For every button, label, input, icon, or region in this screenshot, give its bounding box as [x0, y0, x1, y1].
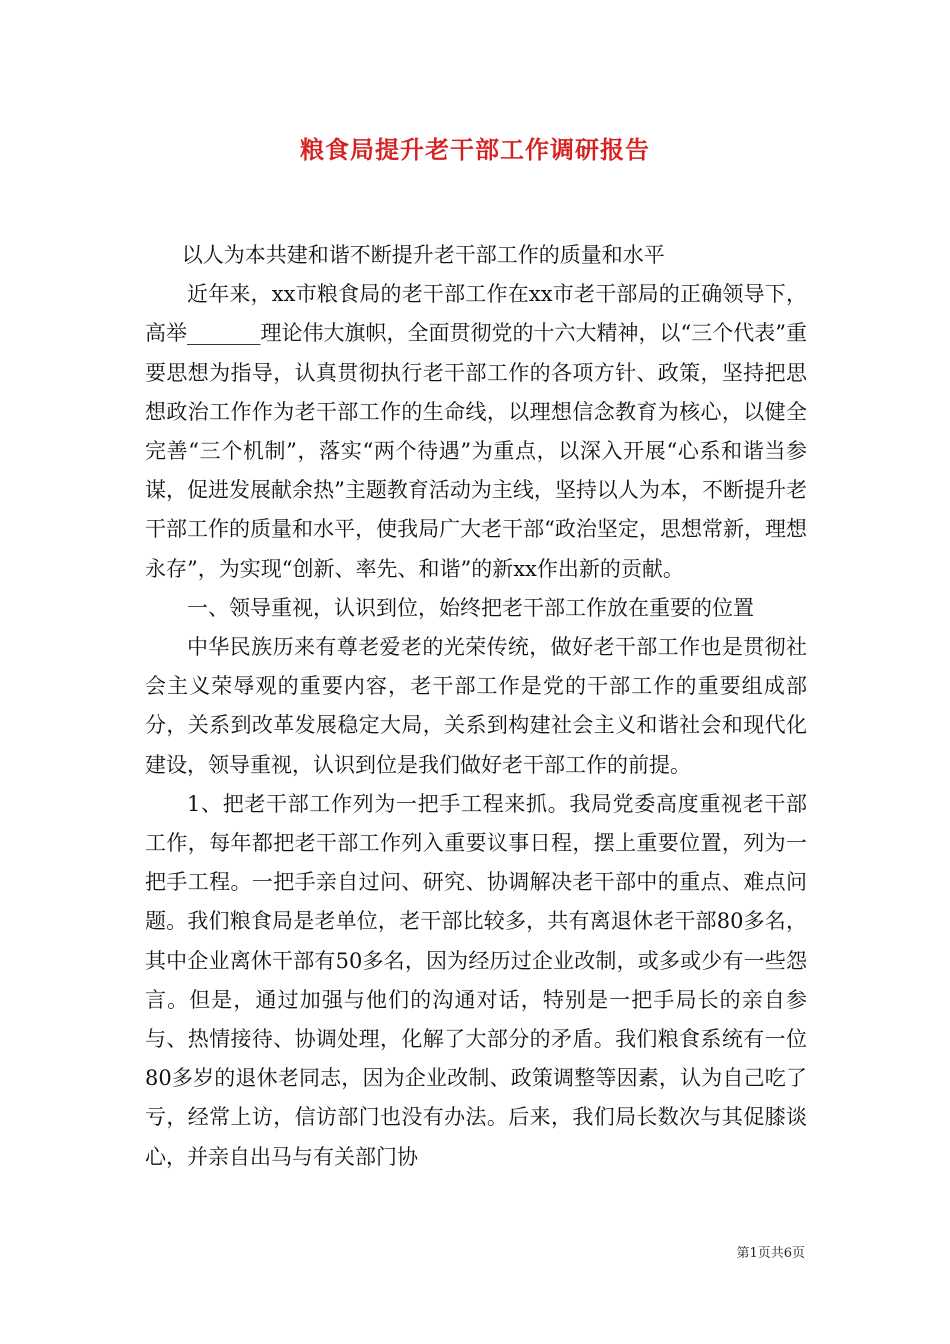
page-number: 第1页共6页	[736, 1246, 805, 1261]
document-title: 粮食局提升老干部工作调研报告	[300, 135, 650, 164]
section-heading-1: 一、领导重视，认识到位，始终把老干部工作放在重要的位置	[187, 595, 754, 620]
document-subtitle: 以人为本共建和谐不断提升老干部工作的质量和水平	[181, 243, 665, 267]
paragraph-intro: 近年来，xx市粮食局的老干部工作在xx市老干部局的正确领导下，高举_______理论伟大旗帜，全面贯彻党的十六大精神，以“三个代表”重要思想为指导，认真贯彻执行老干部工作的各项方针、政策，坚持把思想政治工作作为老干部工作的生命线，以理想信念教育为核心，以健全完善“三个机制”，落实“两个待遇”为重点，以深入开展“心系和谐当参谋，促进发展献余热”主题教育活动为主线，坚持以人为本，不断提升老干部工作的质量和水平，使我局广大老干部“政治坚定，思想常新，理想永存”，为实现“创新、率先、和谐”的新xx作出新的贡献。	[145, 282, 807, 581]
document-body	[145, 236, 807, 1177]
paragraph-point-1: 1、把老干部工作列为一把手工程来抓。我局党委高度重视老干部工作，每年都把老干部工作列入重要议事日程，摆上重要位置，列为一把手工程。一把手亲自过问、研究、协调解决老干部中的重点、难点问题。我们粮食局是老单位，老干部比较多，共有离退休老干部80多名，其中企业离休干部有50多名，因为经历过企业改制，或多或少有一些怨言。但是，通过加强与他们的沟通对话，特别是一把手局长的亲自参与、热情接待、协调处理，化解了大部分的矛盾。我们粮食系统有一位80多岁的退休老同志，因为企业改制、政策调整等因素，认为自己吃了亏，经常上访，信访部门也没有办法。后来，我们局长数次与其促膝谈心，并亲自出马与有关部门协	[145, 791, 807, 1169]
paragraph-section-1: 中华民族历来有尊老爱老的光荣传统，做好老干部工作也是贯彻社会主义荣辱观的重要内容，老干部工作是党的干部工作的重要组成部分，关系到改革发展稳定大局，关系到构建社会主义和谐社会和现代化建设，领导重视，认识到位是我们做好老干部工作的前提。	[145, 635, 807, 777]
